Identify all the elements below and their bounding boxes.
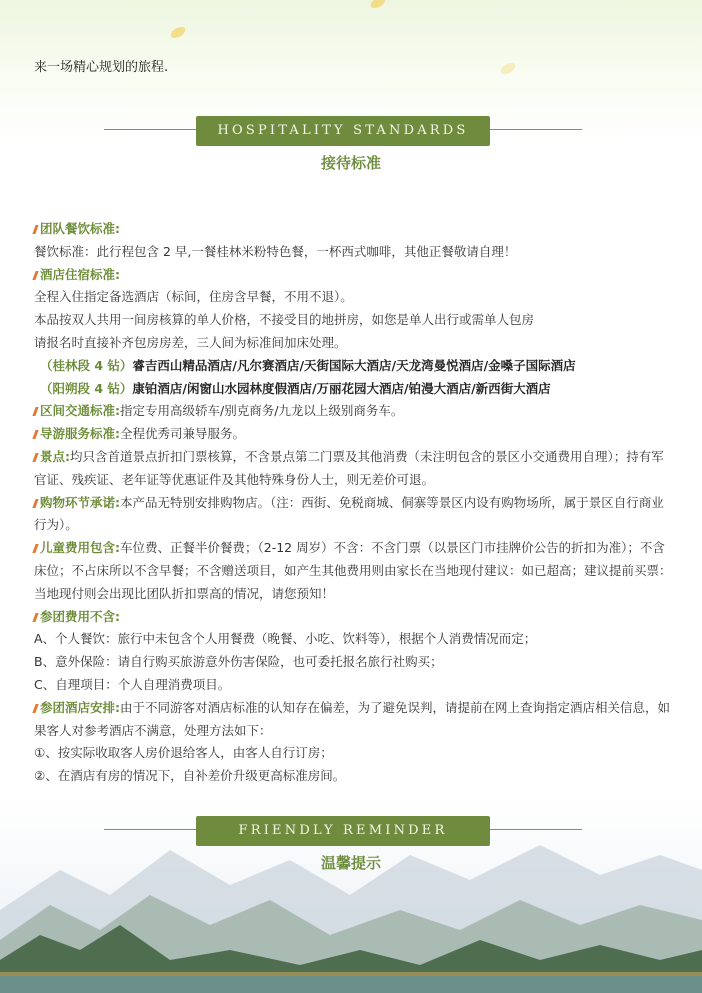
shopping-text: 本产品无特别安排购物店。（注：西街、免税商城、侗寨等景区内设有购物场所，属于景区自行商业行为）。 — [34, 494, 664, 533]
transport-text: 指定专用高级轿车/别克商务/九龙以上级别商务车。 — [120, 403, 404, 419]
arrangement-text: 由于不同游客对酒店标准的认知存在偏差，为了避免误判，请提前在网上查询指定酒店相关信息，如果客人对参考酒店不满意，处理方法如下： — [34, 699, 671, 738]
meal-text: 餐饮标准：此行程包含 2 早,一餐桂林米粉特色餐，一杯西式咖啡，其他正餐敬请自理！ — [34, 243, 517, 259]
banner-line — [104, 829, 204, 830]
guide-text: 全程优秀司兼导服务。 — [120, 426, 246, 442]
yangshuo-hotels: 康铂酒店/闲窗山水园林度假酒店/万丽花园大酒店/铂漫大酒店/新西街大酒店 — [132, 380, 551, 396]
transport-heading: 区间交通标准: — [40, 403, 120, 419]
exclusions-heading: 参团费用不含: — [40, 608, 120, 624]
hospitality-content — [34, 218, 674, 788]
guilin-hotels: 睿吉西山精品酒店/凡尔赛酒店/天街国际大酒店/天龙湾曼悦酒店/金嗓子国际酒店 — [132, 357, 576, 373]
banner-title-cn: 接待标准 — [320, 154, 381, 172]
bullet-marker — [32, 544, 38, 553]
bullet-marker — [32, 430, 38, 439]
guilin-segment: （桂林段 4 钻） — [40, 357, 133, 373]
bullet-marker — [32, 271, 38, 280]
bullet-marker — [32, 407, 38, 416]
bullet-marker — [32, 704, 38, 713]
banner-line — [482, 829, 582, 830]
yangshuo-segment: （阳朔段 4 钻） — [40, 380, 133, 396]
bullet-marker — [32, 453, 38, 462]
shopping-heading: 购物环节承诺: — [40, 494, 120, 510]
hotel-line: 全程入住指定备选酒店（标间，住房含早餐，不用不退）。 — [34, 289, 353, 305]
banner-title-cn: 温馨提示 — [320, 854, 381, 872]
hotel-line: 本品按双人共用一间房核算的单人价格，不接受目的地拼房，如您是单人出行或需单人包房 — [34, 312, 535, 328]
bullet-marker — [32, 613, 38, 622]
child-heading: 儿童费用包含: — [40, 540, 120, 556]
banner-title-en: HOSPITALITY STANDARDS — [196, 116, 490, 146]
arrangement-heading: 参团酒店安排: — [40, 699, 120, 715]
guide-heading: 导游服务标准: — [40, 426, 120, 442]
bullet-marker — [32, 225, 38, 234]
scenic-text: 均只含首道景点折扣门票核算，不含景点第二门票及其他消费（未注明包含的景区小交通费用自理）；持有军官证、残疾证、老年证等优惠证件及其他特殊身份人士，则无差价可退。 — [34, 448, 664, 487]
exclusion-item: A、个人餐饮：旅行中未包含个人用餐费（晚餐、小吃、饮料等），根据个人消费情况而定； — [34, 631, 537, 647]
hotel-line: 请报名时直接补齐包房房差，三人间为标准间加床处理。 — [34, 334, 347, 350]
arrangement-item: ②、在酒店有房的情况下，自补差价升级更高标准房间。 — [34, 768, 346, 784]
scenic-heading: 景点: — [40, 448, 70, 464]
banner-line — [482, 129, 582, 130]
arrangement-item: ①、按实际收取客人房价退给客人，由客人自行订房； — [34, 745, 333, 761]
child-text: 车位费、正餐半价餐费；（2-12 周岁）不含：不含门票（以景区门市挂牌价公告的折扣为准）；不含床位；不占床所以不含早餐；不含赠送项目，如产生其他费用则由家长在当地现付建议：如已超高；建议提前买票：当地现付则会出现比团队折扣票高的情况，请您预知！ — [34, 540, 672, 601]
banner-title-en: FRIENDLY REMINDER — [196, 816, 490, 846]
intro-text: 来一场精心规划的旅程. — [34, 60, 169, 75]
exclusion-item: C、自理项目：个人自理消费项目。 — [34, 676, 231, 692]
hotel-heading: 酒店住宿标准: — [40, 266, 120, 282]
exclusion-item: B、意外保险：请自行购买旅游意外伤害保险，也可委托报名旅行社购买； — [34, 654, 443, 670]
banner-line — [104, 129, 204, 130]
meal-heading: 团队餐饮标准: — [40, 221, 120, 236]
bullet-marker — [32, 499, 38, 508]
